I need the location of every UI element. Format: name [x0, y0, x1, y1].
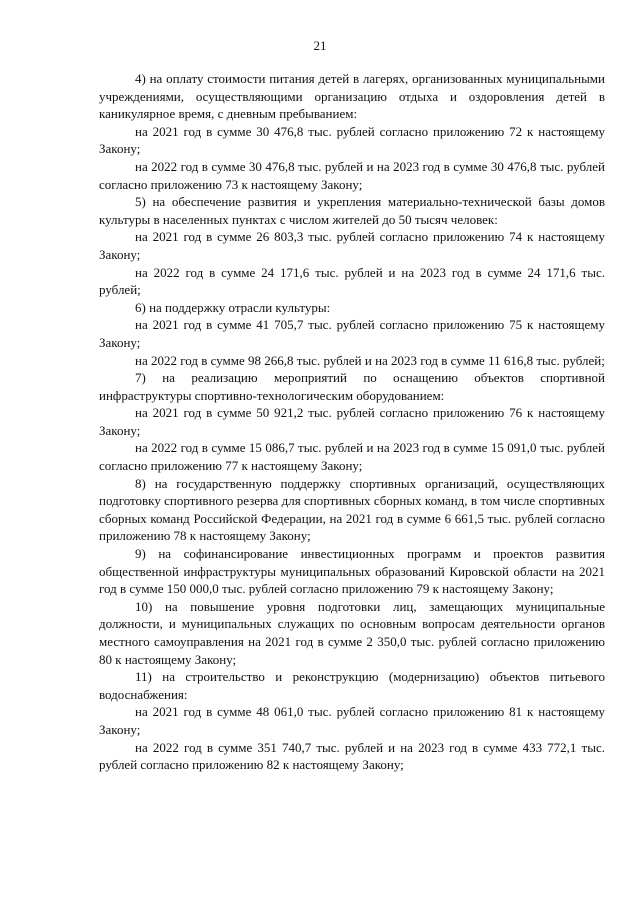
paragraph: на 2022 год в сумме 98 266,8 тыс. рублей и на 2023 год в сумме 11 616,8 тыс. рублей;: [135, 352, 605, 368]
paragraph: на 2022 год в сумме 351 740,7 тыс. рублей и на 2023 год в сумме 433 772,1 тыс. рублей согласно приложению 82 к настоящему Закону;: [99, 739, 605, 773]
page-number: 21: [313, 38, 327, 53]
paragraph: на 2022 год в сумме 30 476,8 тыс. рублей и на 2023 год в сумме 30 476,8 тыс. рублей согласно приложению 73 к настоящему Закону;: [99, 158, 605, 192]
paragraph: на 2021 год в сумме 50 921,2 тыс. рублей согласно приложению 76 к настоящему Закону;: [99, 405, 605, 438]
paragraph: на 2022 год в сумме 15 086,7 тыс. рублей и на 2023 год в сумме 15 091,0 тыс. рублей согласно приложению 77 к настоящему Закону;: [99, 440, 605, 474]
paragraph: 7) на реализацию мероприятий по оснащению объектов спортивной инфраструктуры спортивно-технологическим оборудованием:: [99, 370, 605, 403]
paragraph: на 2022 год в сумме 24 171,6 тыс. рублей и на 2023 год в сумме 24 171,6 тыс. рублей;: [99, 264, 605, 298]
paragraph: на 2021 год в сумме 30 476,8 тыс. рублей согласно приложению 72 к настоящему Закону;: [99, 123, 605, 157]
paragraph: на 2021 год в сумме 41 705,7 тыс. рублей согласно приложению 75 к настоящему Закону;: [99, 317, 605, 350]
paragraph: 8) на государственную поддержку спортивных организаций, осуществляющих подготовку спортивного резерва для спортивных сборных команд, в том числе спортивных сборных команд Российской Федерации, на 2021 год в сумме 6 661,5 тыс. рублей согласно приложению 78 к настоящему Закону;: [99, 475, 605, 544]
paragraph: на 2021 год в сумме 26 803,3 тыс. рублей согласно приложению 74 к настоящему Закону;: [99, 229, 605, 262]
paragraph: 9) на софинансирование инвестиционных программ и проектов развития общественной инфраструктуры муниципальных образований Кировской области на 2021 год в сумме 150 000,0 тыс. рублей согласно приложению 79 к настоящему Закону;: [99, 546, 605, 597]
paragraph: 11) на строительство и реконструкцию (модернизацию) объектов питьевого водоснабжения:: [99, 669, 605, 702]
paragraph: на 2021 год в сумме 48 061,0 тыс. рублей согласно приложению 81 к настоящему Закону;: [99, 704, 605, 737]
paragraph: 5) на обеспечение развития и укрепления материально-технической базы домов культуры в населенных пунктах с числом жителей до 50 тысяч человек:: [99, 194, 605, 227]
paragraph: 10) на повышение уровня подготовки лиц, замещающих муниципальные должности, и муниципальных служащих по основным вопросам деятельности органов местного самоуправления на 2021 год в сумме 2 350,0 тыс. рублей согласно приложению 80 к настоящему Закону;: [99, 598, 605, 667]
paragraph: 6) на поддержку отрасли культуры:: [135, 299, 331, 315]
paragraph: 4) на оплату стоимости питания детей в лагерях, организованных муниципальными учреждениями, осуществляющими организацию отдыха и оздоровления детей в каникулярное время, с дневным пребыванием:: [99, 71, 605, 122]
document-body: [99, 70, 605, 774]
